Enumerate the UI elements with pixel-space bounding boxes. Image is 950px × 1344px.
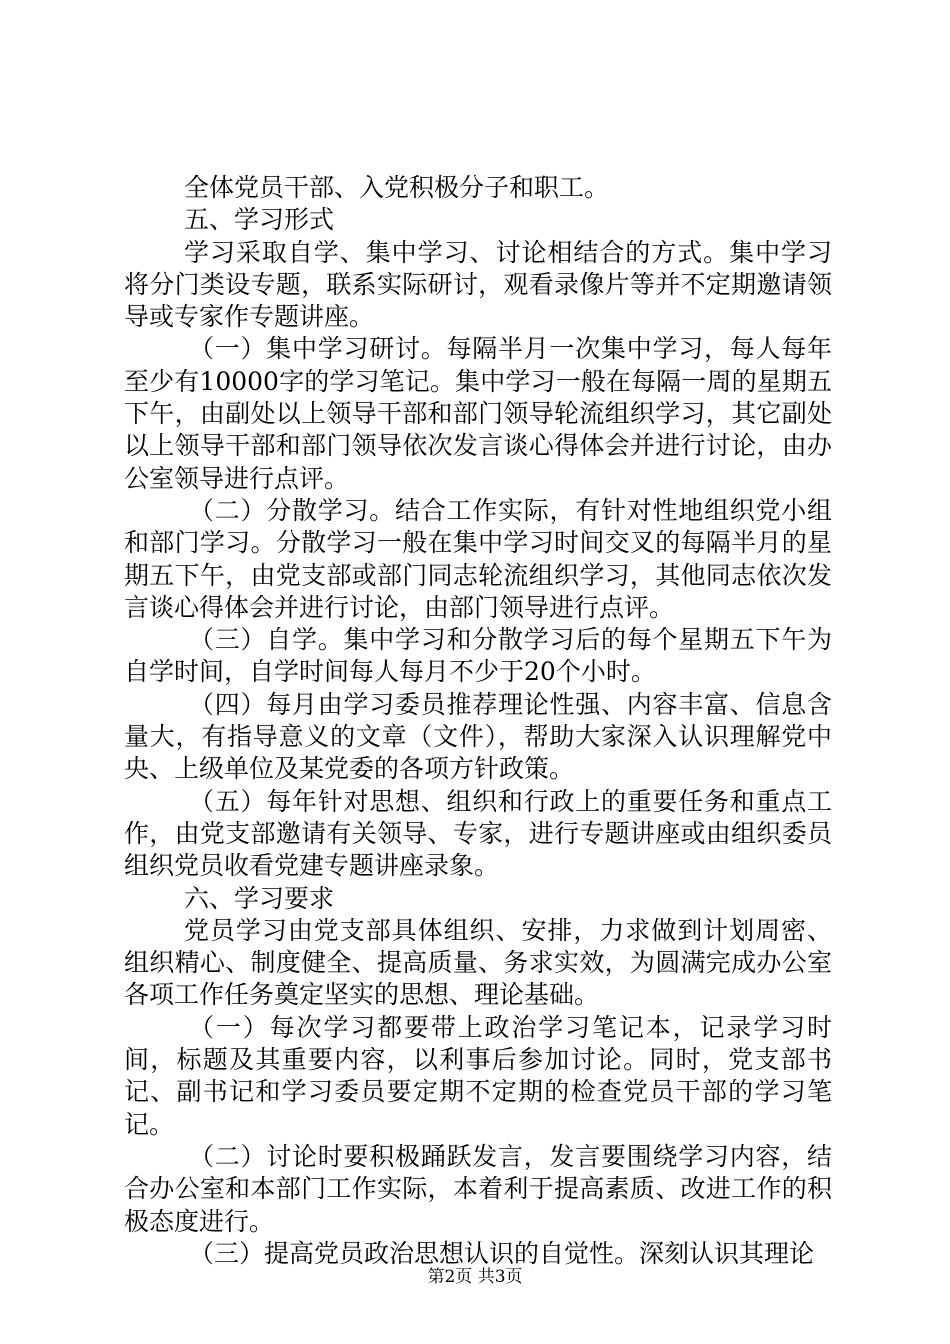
section-heading-study-format: 五、学习形式 — [184, 205, 335, 235]
paragraph-notebook-requirement: （一）每次学习都要带上政治学习笔记本，记录学习时间，标题及其重要内容，以利事后参加讨论。同时，党支部书记、副书记和学习委员要定期不定期的检查党员干部的学习笔记。 — [124, 1012, 832, 1139]
document-body — [124, 172, 832, 1270]
page-number-footer: 第2页 共3页 — [427, 1267, 523, 1287]
paragraph-study-requirements: 党员学习由党支部具体组织、安排，力求做到计划周密、组织精心、制度健全、提高质量、务求实效，为圆满完成办公室各项工作任务奠定坚实的思想、理论基础。 — [124, 915, 832, 1010]
paragraph-self-study: （三）自学。集中学习和分散学习后的每个星期五下午为自学时间，自学时间每人每月不少于20个小时。 — [124, 625, 832, 687]
section-heading-study-requirements: 六、学习要求 — [184, 883, 335, 913]
paragraph-study-format: 学习采取自学、集中学习、讨论相结合的方式。集中学习将分门类设专题，联系实际研讨，观看录像片等并不定期邀请领导或专家作专题讲座。 — [124, 237, 832, 332]
paragraph-awareness-requirement: （三）提高党员政治思想认识的自觉性。深刻认识其理论 — [189, 1238, 815, 1268]
paragraph-monthly-recommendation: （四）每月由学习委员推荐理论性强、内容丰富、信息含量大，有指导意义的文章（文件），帮助大家深入认识理解党中央、上级单位及某党委的各项方针政策。 — [124, 689, 832, 784]
paragraph-annual-lectures: （五）每年针对思想、组织和行政上的重要任务和重点工作，由党支部邀请有关领导、专家，进行专题讲座或由组织委员组织党员收看党建专题讲座录象。 — [124, 786, 832, 881]
paragraph-discussion-requirement: （二）讨论时要积极踊跃发言，发言要围绕学习内容，结合办公室和本部门工作实际，本着利于提高素质、改进工作的积极态度进行。 — [124, 1141, 832, 1236]
paragraph-centralized-study: （一）集中学习研讨。每隔半月一次集中学习，每人每年至少有10000字的学习笔记。集中学习一般在每隔一周的星期五下午，由副处以上领导干部和部门领导轮流组织学习，其它副处以上领导干部和部门领导依次发言谈心得体会并进行讨论，由办公室领导进行点评。 — [124, 334, 832, 493]
paragraph-participants: 全体党员干部、入党积极分子和职工。 — [184, 173, 610, 202]
paragraph-dispersed-study: （二）分散学习。结合工作实际，有针对性地组织党小组和部门学习。分散学习一般在集中学习时间交叉的每隔半月的星期五下午，由党支部或部门同志轮流组织学习，其他同志依次发言谈心得体会并进行讨论，由部门领导进行点评。 — [124, 495, 832, 622]
